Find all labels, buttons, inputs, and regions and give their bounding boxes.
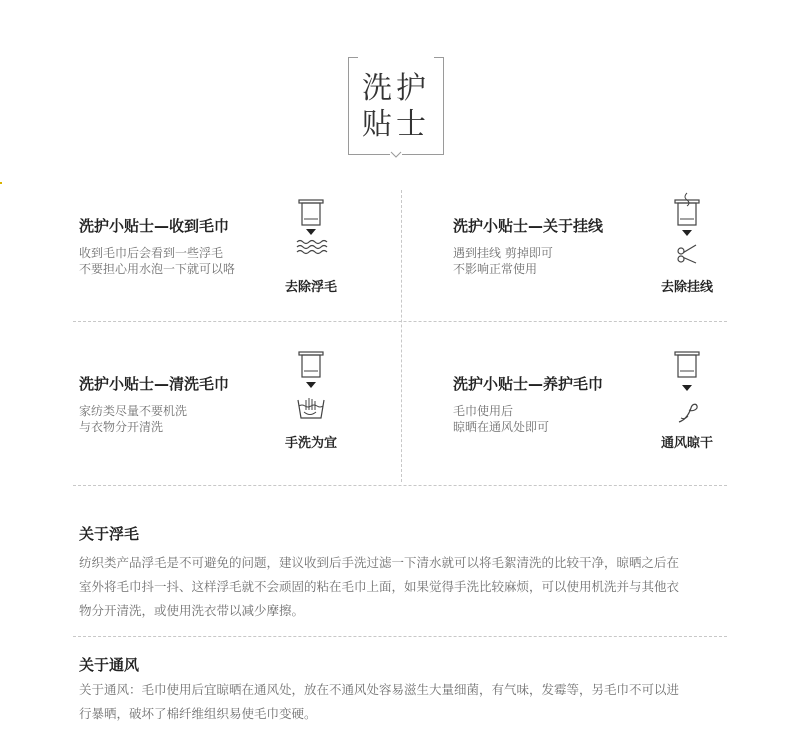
tip-icon-column xyxy=(276,350,346,452)
tip-caption: 去除浮毛 xyxy=(284,280,337,295)
tip-body-line: 毛巾使用后 xyxy=(453,404,514,418)
tip-caption: 手洗为宜 xyxy=(284,436,337,451)
tip-icon-column xyxy=(276,198,346,294)
tip-body-line: 不要担心用水泡一下就可以咯 xyxy=(79,262,236,276)
header-title-line2: 贴士 xyxy=(362,107,430,142)
tip-body xyxy=(79,245,235,277)
tip-icon-column xyxy=(652,350,722,452)
tip-body-line: 不影响正常使用 xyxy=(453,262,538,276)
tip-title: 洗护小贴士—收到毛巾 xyxy=(79,217,230,235)
tip-body xyxy=(79,403,187,435)
tip-title: 洗护小贴士—清洗毛巾 xyxy=(79,375,230,393)
towel-water-icon xyxy=(293,198,329,264)
section-line: 关于通风：毛巾使用后宜晾晒在通风处，放在不通风处容易滋生大量细菌，有气味，发霉等，另毛巾不可以进 xyxy=(79,682,680,697)
section-body xyxy=(79,551,719,623)
tip-icon-column xyxy=(652,190,722,294)
tip-title: 洗护小贴士—养护毛巾 xyxy=(453,375,604,393)
towel-scissors-icon xyxy=(669,190,705,266)
tip-body-line: 收到毛巾后会看到一些浮毛 xyxy=(79,246,224,260)
tip-caption: 通风晾干 xyxy=(660,436,713,451)
tip-caption: 去除挂线 xyxy=(660,280,713,295)
tip-body-line: 遇到挂线 剪掉即可 xyxy=(453,246,553,260)
section-line: 物分开清洗，或使用洗衣带以减少摩擦。 xyxy=(79,603,305,618)
section-body xyxy=(79,678,719,726)
section-title: 关于浮毛 xyxy=(79,525,140,543)
tip-body xyxy=(453,245,553,277)
header-title-line1: 洗护 xyxy=(362,71,430,106)
grid-divider-vertical xyxy=(401,190,402,482)
tip-body-line: 家纺类尽量不要机洗 xyxy=(79,404,188,418)
section-line: 纺织类产品浮毛是不可避免的问题，建议收到后手洗过滤一下清水就可以将毛絮清洗的比较干净，晾晒之后在 xyxy=(79,555,680,570)
section-line: 室外将毛巾抖一抖、这样浮毛就不会顽固的粘在毛巾上面，如果觉得手洗比较麻烦，可以使用机洗并与其他衣 xyxy=(79,579,680,594)
header-frame xyxy=(348,57,444,155)
edge-mark xyxy=(0,182,2,184)
section-title: 关于通风 xyxy=(79,656,140,674)
tip-title: 洗护小贴士—关于挂线 xyxy=(453,217,604,235)
section-line: 行暴晒，破坏了棉纤维组织易使毛巾变硬。 xyxy=(79,706,317,721)
grid-divider-bottom xyxy=(73,485,727,486)
section-divider xyxy=(73,636,727,637)
grid-divider-middle xyxy=(73,321,727,322)
towel-air-dry-icon xyxy=(669,350,705,426)
towel-handwash-icon xyxy=(293,350,329,426)
tip-body-line: 与衣物分开清洗 xyxy=(79,420,164,434)
tip-body xyxy=(453,403,549,435)
tip-body-line: 晾晒在通风处即可 xyxy=(453,420,550,434)
chevron-down-icon xyxy=(390,151,402,159)
